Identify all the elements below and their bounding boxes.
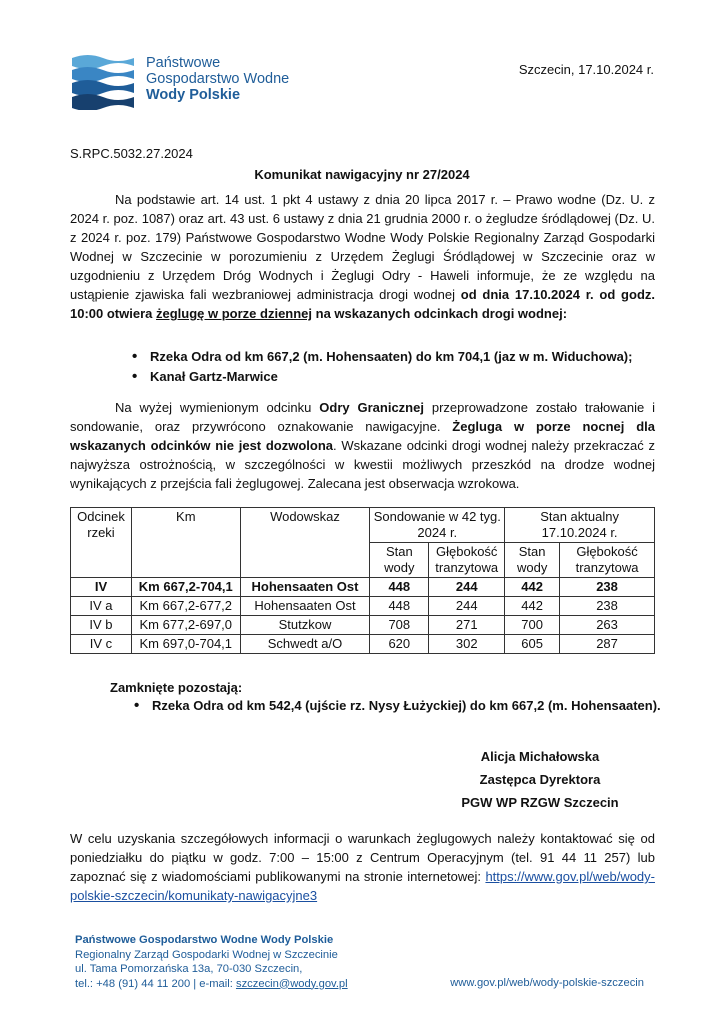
signature-block [440, 745, 640, 814]
logo-line-1: Państwowe [146, 55, 221, 71]
cell-section: IV a [71, 597, 132, 616]
header-section: Odcinek rzeki [71, 508, 132, 578]
info-text-b: Odry Granicznej [319, 400, 424, 415]
intro-text-c: żeglugę w porze dziennej [156, 306, 313, 321]
footer-website-link[interactable]: www.gov.pl/web/wody-polskie-szczecin [450, 977, 644, 989]
footer-contact [75, 977, 348, 992]
navigation-table [70, 507, 655, 654]
header-survey-depth: Głębokość tranzytowa [429, 543, 505, 578]
info-text-c: przeprowadzone zostało trałowanie i sondowanie, oraz przywrócono oznakowanie nawigacyjne. [70, 400, 655, 434]
cell-current-depth: 287 [560, 635, 655, 654]
intro-text-b: od dnia 17.10.2024 r. od godz. 10:00 otwiera [70, 287, 655, 321]
closed-sections-list [70, 697, 690, 715]
cell-survey-depth: 271 [429, 616, 505, 635]
wody-polskie-wave-icon [70, 52, 136, 110]
logo-line-2: Gospodarstwo Wodne [146, 71, 290, 87]
contact-paragraph [70, 829, 655, 905]
header-current-level: Stan wody [505, 543, 560, 578]
footer-title: Państwowe Gospodarstwo Wodne Wody Polskie [75, 934, 334, 946]
header-km: Km [131, 508, 240, 578]
cell-gauge: Schwedt a/O [240, 635, 370, 654]
header-survey-level: Stan wody [370, 543, 429, 578]
cell-gauge: Hohensaaten Ost [240, 597, 370, 616]
info-text-a: Na wyżej wymienionym odcinku [115, 400, 320, 415]
table-row [71, 635, 655, 654]
footer-line-3: ul. Tama Pomorzańska 13a, 70-030 Szczecin, [75, 963, 303, 975]
info-text-d: Żegluga w porze nocnej dla wskazanych odcinków nie jest dozwolona [70, 419, 655, 453]
info-text-e: . Wskazane odcinki drogi wodnej należy przekraczać z najwyższa ostrożnością, w szczególności w kwestii możliwych przeszkód na drodze wodnej wynikających z przejścia fali żeglugowej. Zalecana jest obserwacja wzrokowa. [70, 438, 655, 491]
signer-org: PGW WP RZGW Szczecin [461, 795, 619, 810]
header-current-depth: Głębokość tranzytowa [560, 543, 655, 578]
open-sections-list [70, 347, 655, 387]
signer-role: Zastępca Dyrektora [479, 772, 601, 787]
logo-line-3: Wody Polskie [146, 87, 241, 103]
cell-km: Km 677,2-697,0 [131, 616, 240, 635]
info-paragraph [70, 398, 655, 493]
list-item: • Rzeka Odra od km 542,4 (ujście rz. Nysy Łużyckiej) do km 667,2 (m. Hohensaaten). [70, 697, 690, 715]
cell-survey-level: 620 [370, 635, 429, 654]
cell-current-level: 605 [505, 635, 560, 654]
cell-survey-depth: 244 [429, 597, 505, 616]
cell-current-level: 442 [505, 597, 560, 616]
intro-text-a: Na podstawie art. 14 ust. 1 pkt 4 ustawy z dnia 20 lipca 2017 r. – Prawo wodne (Dz. U. z 2024 r. poz. 1087) oraz art. 43 ust. 6 ustawy z dnia 21 grudnia 2000 r. o żegludze śródlądowej (Dz. U. z 2024 r. poz. 179) Państwowe Gospodarstwo Wodne Wody Polskie Regionalny Zarząd Gospodarki Wodnej w Szczecinie w porozumieniu z Urzędem Żeglugi Śródlądowej w Szczecinie oraz w uzgodnieniu z Urzędem Dróg Wodnych i Żeglugi Odry - Haweli informuje, że ze względu na ustąpienie zjawiska fali wezbraniowej administracja drogi wodnej [70, 192, 655, 302]
table-row [71, 578, 655, 597]
list-item: • Kanał Gartz-Marwice [70, 367, 655, 387]
list-item: • Rzeka Odra od km 667,2 (m. Hohensaaten) do km 704,1 (jaz w m. Widuchowa); [70, 347, 655, 367]
cell-km: Km 697,0-704,1 [131, 635, 240, 654]
footer-phone: tel.: +48 (91) 44 11 200 | e-mail: [75, 977, 236, 990]
footer-email-link[interactable]: szczecin@wody.gov.pl [235, 977, 348, 990]
cell-survey-level: 448 [370, 597, 429, 616]
cell-survey-level: 708 [370, 616, 429, 635]
header-current: Stan aktualny 17.10.2024 r. [505, 508, 655, 543]
cell-current-level: 700 [505, 616, 560, 635]
cell-survey-level: 448 [370, 578, 429, 597]
signer-name: Alicja Michałowska [480, 749, 600, 764]
table-row [71, 597, 655, 616]
table-row [71, 616, 655, 635]
footer-address [75, 933, 348, 991]
intro-paragraph [70, 190, 655, 323]
cell-gauge: Stutzkow [240, 616, 370, 635]
cell-section: IV [71, 578, 132, 597]
intro-text-d: na wskazanych odcinkach drogi wodnej: [312, 306, 568, 321]
cell-current-level: 442 [505, 578, 560, 597]
cell-km: Km 667,2-704,1 [131, 578, 240, 597]
contact-text: W celu uzyskania szczegółowych informacji o warunkach żeglugowych należy kontaktować się od poniedziałku do piątku w godz. 7:00 – 15:00 z Centrum Operacyjnym (tel. 91 44 11 257) lub zapoznać się z wiadomościami publikowanymi na stronie internetowej: [70, 831, 655, 884]
cell-km: Km 667,2-677,2 [131, 597, 240, 616]
cell-survey-depth: 302 [429, 635, 505, 654]
document-title: Komunikat nawigacyjny nr 27/2024 [254, 167, 470, 182]
closed-label: Zamknięte pozostają: [110, 680, 243, 695]
reference-number: S.RPC.5032.27.2024 [70, 146, 193, 161]
cell-section: IV c [71, 635, 132, 654]
logo-text [146, 55, 289, 103]
komunikaty-link[interactable]: https://www.gov.pl/web/wody-polskie-szczecin/komunikaty-nawigacyjne3 [70, 869, 655, 903]
header-gauge: Wodowskaz [240, 508, 370, 578]
document-date: Szczecin, 17.10.2024 r. [518, 62, 654, 77]
cell-gauge: Hohensaaten Ost [240, 578, 370, 597]
cell-section: IV b [71, 616, 132, 635]
cell-current-depth: 238 [560, 578, 655, 597]
footer-line-2: Regionalny Zarząd Gospodarki Wodnej w Szczecinie [75, 948, 338, 961]
header-survey: Sondowanie w 42 tyg. 2024 r. [370, 508, 505, 543]
logo [70, 52, 320, 112]
cell-current-depth: 263 [560, 616, 655, 635]
table-header-row [71, 508, 655, 543]
cell-survey-depth: 244 [429, 578, 505, 597]
cell-current-depth: 238 [560, 597, 655, 616]
